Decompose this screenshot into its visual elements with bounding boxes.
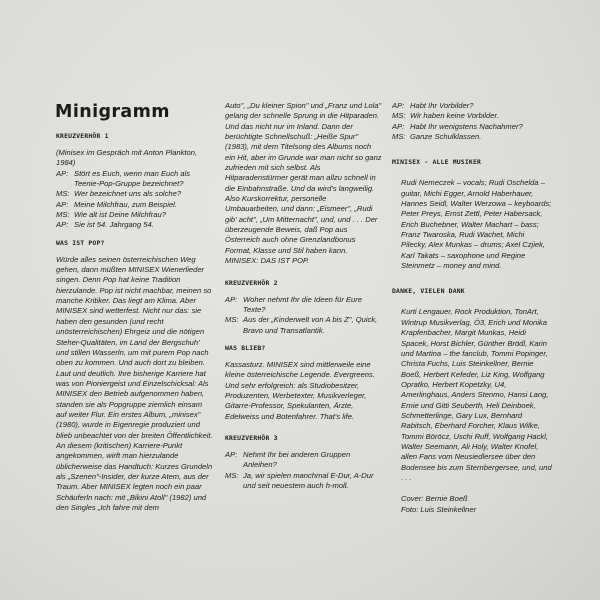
essay-text: Würde alles seinen österreichischen Weg gehen, dann müßten MINISEX Wienerlieder singen. Denn Pop hat keine Tradition hierzulande. Pop ist nicht machbar, meinen so manche Kritiker. Das liegt am Klima. Aber MINISEX sind wetterfest. Nicht nur das: sie haben den gesunden (und recht unösterreichischen) Ehrgeiz und die nötigen Steher-Qualitäten, im Land der Bergschuh' und stillen Wasserln, um mit purem Pop nach oben zu kommen. Und auch dort zu bleiben. Laut und deutlich. Ihre bisherige Karriere hat was von Pioniergeist und Einzelschicksal: Als MINISEX den Betrieb aufgenommen haben, standen sie als Popgruppe ziemlich einsam auf weiter Flur. Ein erstes Album, „minisex" (1980), wurde in Eigenregie produziert und blieb unbeachtet von der breiten Öffentlichkeit. An diesem (kritischen) Karriere-Punkt angekommen, wirft man hierzulande üblicherweise das Handtuch: Kurzes Grundeln als „Szenen"-Insider, der kurze Atem, aus der Traum. Aber MINISEX legten noch ein paar Schäuferln nach: mit „Bikini Atoll" (1982) und den Singles „Ich fahre mit dem: [56, 254, 213, 512]
speaker: AP:: [225, 294, 238, 304]
speaker: MS:: [392, 111, 406, 121]
essay-continued: Auto", „Du kleiner Spion" und „Franz und Lola" gelang der schnelle Sprung in die Hitparaden. Und das nicht nur im Inland. Dann der berüchtigte Schnellschuß: „Heiße Spur" (1983), mit dem Titelsong des Albums noch ein Hit, aber im Grunde war man nicht so ganz zufrieden mit sich selbst. Als Hitparadenstürmer gerät man allzu schnell in die Einbahnstraße. Und da wird's langweilig. Also Kurskorrektur, personelle Umbauarbeiten, und dann: „Eismeer", „Rudi gib' acht", „Um Mitternacht", und, und . . . Der überzeugende Beweis, daß Pop aus Österreich auch ohne Grenzlandbonus Format, Klasse und Stil haben kann.: [225, 101, 382, 255]
dialog-line: [392, 111, 552, 121]
dialog-line: [56, 220, 214, 230]
page-title: Minigramm: [55, 102, 170, 122]
line-text: Stört es Euch, wenn man Euch als Teenie-Pop-Gruppe bezeichnet?: [74, 168, 191, 189]
speaker: AP:: [56, 168, 69, 178]
dialog-line: [56, 189, 214, 199]
line-text: Nehmt Ihr bei anderen Gruppen Anleihen?: [243, 449, 351, 470]
musicians-list: Rudi Nemeczek – vocals; Rudi Oschelda – guitar, Michi Egger, Arnold Haberhauer, Hannes Seidl, Walter Werzowa – keyboards; Peter Preys, Ernst Zettl, Peter Habersack, Erich Buchebner, Walter Machart – bass; Franz Twaroska, Rudi Wachet, Michi Pilecky, Alex Munkas – drums; Axel Czjiek, Karl Takats – saxophone und Regine Steinmetz – money and mind.: [401, 178, 552, 271]
dialog-line: [392, 122, 552, 132]
dialog-line: [56, 169, 214, 190]
line-text: Wer bezeichnet uns als solche?: [74, 189, 182, 199]
heading-was-blieb: WAS BLIEB?: [225, 343, 266, 352]
speaker: MS:: [392, 132, 406, 142]
dialog-line: [392, 132, 552, 142]
line-text: Wir haben keine Vorbilder.: [410, 111, 499, 121]
speaker: MS:: [225, 315, 239, 325]
heading-danke: DANKE, VIELEN DANK: [392, 287, 465, 296]
dialog-1: [56, 169, 214, 231]
dialog-2: [225, 295, 382, 336]
line-text: Ja, wir spielen manchmal E-Dur, A-Dur und seit neuestem auch h-moll.: [243, 470, 374, 490]
heading-kreuzverhoer-1: KREUZVERHÖR 1: [56, 132, 109, 140]
column-2: [225, 101, 382, 491]
dialog-line: [392, 101, 552, 111]
speaker: AP:: [56, 199, 69, 209]
blieb-text: Kassasturz. MINISEX sind mittlerweile eine kleine österreichische Legende. Evergreens. Und sehr erfolgreich: als Studiobesitzer, Produzenten, Werbetexter, Musikverleger, Gitarre-Professor, Spekulanten, Ärzte, Edelweiss und Botenfahrer. That's life.: [225, 359, 375, 421]
line-text: Sie ist 54. Jahrgang 54.: [74, 220, 154, 230]
line-text: Meine Milchfrau, zum Beispiel.: [74, 199, 177, 209]
dialog-3: [225, 450, 382, 491]
dialog-line: [56, 200, 214, 210]
speaker: AP:: [56, 220, 69, 230]
speaker: AP:: [392, 121, 405, 131]
line-text: Aus der „Kinderwelt von A bis Z", Quick, Bravo und Transatlantik.: [243, 315, 378, 335]
dialog-line: [225, 450, 382, 471]
photo-credit: Foto: Luis Steinkellner: [401, 504, 477, 514]
heading-alle-musiker: MINISEX - ALLE MUSIKER: [392, 158, 482, 167]
dialog-line: [225, 471, 382, 492]
speaker: AP:: [392, 101, 405, 110]
dialog-line: [56, 210, 214, 220]
speaker: AP:: [225, 449, 238, 459]
heading-kreuzverhoer-2: KREUZVERHÖR 2: [225, 278, 278, 287]
interview-intro: (Minisex im Gespräch mit Anton Plankton, 1984): [56, 148, 198, 168]
essay-closing: MINISEX: DAS IST POP.: [225, 256, 310, 266]
thanks-list: Kurti Lengauer, Rock Produktion, TonArt, Wintrup Musikverlag, Ö3, Erich und Monika Krapfenbacher, Margit Munkas, Heidi Spacek, Horst Bichler, Günther Brödl, Karin und Martina – the fanclub, Tommi Popinger, Christa Fuchs, Luis Steinkellner, Bernie Boeß, Herbert Kefeder, Liz King, Wolfgang Opratko, Herbert Kopetzky, U4, Amerlinghaus, Anders Stenmo, Hansi Lang, Ernie und Gitti Seuberth, Heli Deinboek, Schmetterlinge, Gary Lux, Bernhard Rabitsch, Eberhard Forcher, Klaus Wilke, Tommi Böröcz, Uschi Ruff, Wolfgang Hackl, Walter Seemann, Ali Holy, Walter Knofel, allen Fans vom Neusiedlersee über den Bodensee bis zum Sternbergersee, und, und . . .: [401, 307, 552, 482]
line-text: Habt Ihr Vorbilder?: [410, 101, 474, 110]
speaker: MS:: [56, 210, 70, 220]
dialog-line: [225, 315, 382, 336]
dialog-line: [225, 295, 382, 316]
column-1: [56, 101, 214, 513]
speaker: MS:: [56, 189, 70, 199]
line-text: Habt Ihr wenigstens Nachahmer?: [410, 121, 523, 131]
heading-was-ist-pop: WAS IST POP?: [56, 238, 105, 247]
line-text: Ganze Schulklassen.: [410, 132, 482, 142]
dialog-3-continued: [392, 101, 552, 142]
cover-credit: Cover: Bernie Boeß: [401, 494, 468, 504]
speaker: MS:: [225, 470, 239, 480]
column-3: [392, 101, 552, 515]
heading-kreuzverhoer-3: KREUZVERHÖR 3: [225, 433, 278, 442]
line-text: Wie alt ist Deine Milchfrau?: [74, 210, 166, 220]
line-text: Woher nehmt Ihr die Ideen für Eure Texte?: [243, 294, 363, 314]
